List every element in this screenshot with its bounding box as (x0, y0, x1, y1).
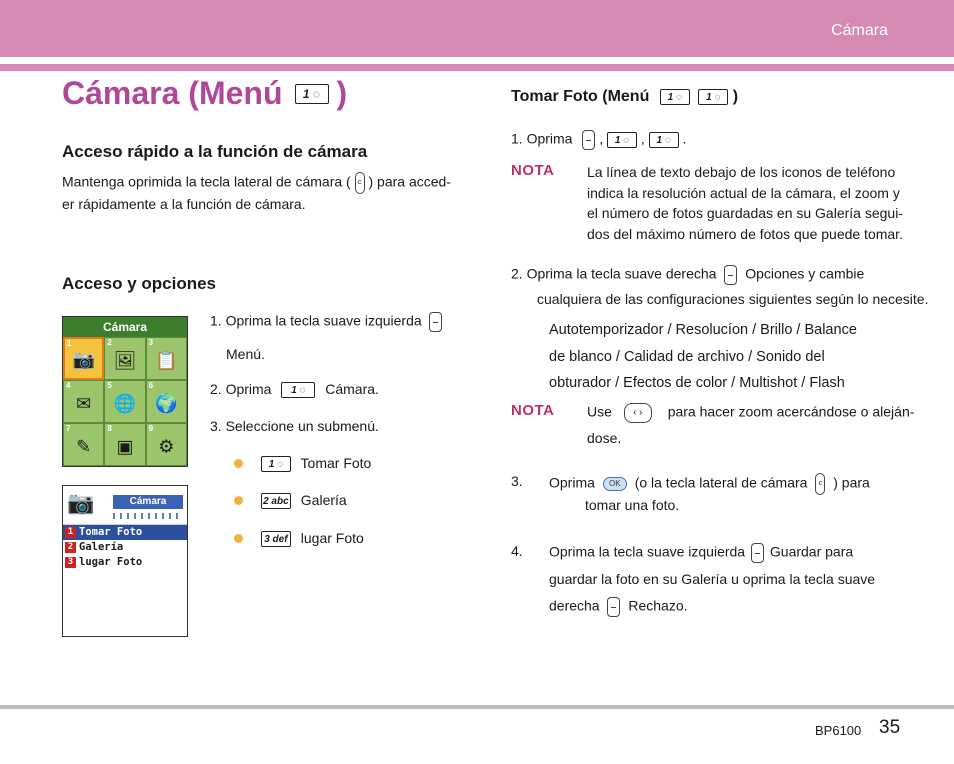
key-1-icon: 1 ◌ (607, 132, 637, 148)
photo-step4-line3 (549, 597, 688, 617)
options-line: obturador / Efectos de color / Multishot / Flash (549, 375, 845, 391)
grid-cell (146, 380, 187, 423)
submenu-label: Galería (300, 492, 347, 508)
menu-label: Tomar Foto (79, 526, 143, 538)
photo-step4-text-a: Oprima la tecla suave izquierda (549, 543, 746, 560)
key-2-icon: 2 abc (261, 493, 291, 509)
camera-side-key-icon: c (815, 473, 825, 495)
left-soft-key-icon (751, 543, 764, 563)
phone-screen-menu-grid (62, 316, 188, 467)
bullet-icon (234, 459, 243, 468)
cell-number: 3 (148, 338, 154, 347)
key-1-icon: 1 ◌ (295, 84, 329, 104)
photo-step3-number: 3. (511, 473, 523, 489)
camera-icon: 📷 (72, 349, 95, 370)
menu-number: 3 (65, 557, 76, 568)
header-band (0, 0, 954, 57)
phone-screen-submenu (62, 485, 188, 637)
menu-label: lugar Foto (79, 556, 143, 568)
gallery-icon: 🖼 (113, 350, 137, 371)
globe-icon: 🌐 (113, 393, 137, 414)
model-name: BP6100 (815, 723, 862, 738)
bullet-icon (234, 496, 243, 505)
bullet-icon (234, 534, 243, 543)
menu-label: Galería (79, 541, 124, 553)
photo-step4-text-d: derecha (549, 597, 600, 614)
grid-cell (104, 423, 145, 466)
key-1-icon: 1 ◌ (660, 89, 690, 105)
submenu-item (234, 455, 371, 472)
key-3-icon: 3 def (261, 531, 291, 547)
left-soft-key-icon (582, 130, 595, 150)
grid-cell-camera (63, 337, 104, 380)
note-zoom (587, 403, 914, 423)
key-1-icon: 1 ◌ (698, 89, 728, 105)
note-label: NOTA (511, 402, 555, 419)
photo-step2 (511, 265, 864, 285)
cell-number: 5 (107, 381, 112, 390)
photo-step1: 1. Oprima , 1 ◌ , 1 ◌ . (511, 130, 686, 150)
tools-icon: ⚙ (158, 436, 175, 457)
access-step2-label: Cámara. (325, 381, 379, 397)
section-name: Cámara (831, 22, 888, 39)
access-step1 (210, 312, 442, 332)
footer-rule (0, 705, 954, 709)
grid-cell (146, 337, 187, 380)
note-zoom-text-b: para hacer zoom acercándose o aleján- (667, 403, 915, 420)
menu-number: 1 (65, 527, 76, 538)
note-zoom-line2: dose. (587, 430, 622, 446)
key-1-icon: 1 ◌ (281, 382, 315, 398)
cell-number: 4 (66, 381, 71, 390)
key-1-icon: 1 ◌ (261, 456, 291, 472)
cell-number: 6 (148, 381, 154, 390)
camera-side-key-icon: c (355, 172, 365, 194)
pencil-icon: ✎ (76, 436, 92, 457)
note-line: La línea de texto debajo de los iconos de teléfono (587, 164, 896, 180)
page-number: 35 (879, 717, 901, 738)
menu-number: 2 (65, 542, 76, 553)
submenu-label: lugar Foto (300, 530, 364, 546)
screen-header (63, 486, 187, 525)
photo-step4-text-e: Rechazo. (628, 597, 688, 614)
grid-cell (104, 380, 145, 423)
cell-number: 8 (107, 424, 112, 433)
right-soft-key-icon (607, 597, 620, 617)
photo-step2-options: Opciones y cambie (745, 265, 865, 282)
cell-number: 9 (148, 424, 154, 433)
cell-number: 7 (66, 424, 71, 433)
photo-step3-text-a: Oprima (549, 474, 595, 491)
note-line: el número de fotos guardadas en su Galería segui- (587, 205, 903, 221)
notes-icon: 📋 (155, 350, 178, 371)
screen-title: Cámara (63, 317, 187, 337)
photo-step4-text-b: Guardar para (769, 543, 854, 560)
photo-step2-line2: cualquiera de las configuraciones siguientes según lo necesite. (537, 291, 929, 307)
submenu-row (63, 555, 187, 570)
quick-access-heading: Acceso rápido a la función de cámara (62, 142, 368, 161)
access-step3: 3. Seleccione un submenú. (210, 418, 379, 434)
page-title-text: Cámara (Menú (62, 75, 283, 111)
photo-step3-text-b: (o la tecla lateral de cámara (634, 474, 808, 491)
take-photo-heading-text: Tomar Foto (Menú (511, 88, 650, 105)
key-1-icon: 1 ◌ (649, 132, 679, 148)
note-zoom-text-a: Use (587, 403, 612, 420)
quick-access-text-b: ) para acced- (368, 173, 451, 190)
right-soft-key-icon (724, 265, 737, 285)
left-soft-key-icon (429, 312, 442, 332)
access-options-heading: Acceso y opciones (62, 274, 217, 293)
photo-step4 (549, 543, 853, 563)
options-list (549, 317, 857, 397)
submenu-item (234, 530, 364, 547)
ok-key-icon: OK (603, 477, 627, 491)
note-label: NOTA (511, 162, 555, 179)
screen-title: Cámara (113, 495, 183, 509)
photo-step4-number: 4. (511, 543, 523, 559)
camera-icon: 📷 (67, 490, 95, 515)
cell-number: 1 (67, 339, 72, 348)
access-step2 (210, 381, 379, 398)
access-step1-menu: Menú. (226, 346, 265, 362)
photo-step3 (549, 473, 870, 495)
header-rule (0, 64, 954, 71)
quick-access-line2: er rápidamente a la función de cámara. (62, 196, 306, 212)
submenu-label: Tomar Foto (300, 455, 372, 471)
page-title (62, 75, 347, 112)
grid-cell (104, 337, 145, 380)
cube-icon: ▣ (116, 436, 134, 457)
cell-number: 2 (107, 338, 112, 347)
photo-step4-line2: guardar la foto en su Galería u oprima la tecla suave (549, 571, 876, 587)
submenu-item (234, 492, 347, 509)
scroll-indicator (113, 513, 183, 519)
page-title-suffix: ) (336, 75, 348, 111)
grid-cell (63, 380, 104, 423)
photo-step3-line2: tomar una foto. (585, 497, 680, 513)
note-text (587, 162, 903, 244)
grid-cell (63, 423, 104, 466)
photo-step3-text-c: ) para (833, 474, 870, 491)
access-step2-text: 2. Oprima (210, 381, 272, 397)
options-line: de blanco / Calidad de archivo / Sonido del (549, 348, 825, 365)
access-step1-text: 1. Oprima la tecla suave izquierda (210, 312, 422, 329)
photo-step2-text: 2. Oprima la tecla suave derecha (511, 265, 717, 282)
photo-step1-text: 1. Oprima (511, 130, 573, 147)
quick-access-line1 (62, 172, 451, 194)
submenu-row-selected (63, 525, 187, 540)
world-icon: 🌍 (155, 393, 178, 414)
options-line: Autotemporizador / Resolucíon / Brillo / Balance (549, 322, 857, 338)
note-line: indica la resolución actual de la cámara, el zoom y (587, 184, 900, 201)
quick-access-text-a: Mantenga oprimida la tecla lateral de cámara ( (62, 173, 351, 190)
take-photo-heading-suffix: ) (732, 88, 739, 105)
grid-cell (146, 423, 187, 466)
note-line: dos del máximo número de fotos que puede tomar. (587, 225, 903, 242)
menu-grid (63, 337, 187, 466)
take-photo-heading (511, 88, 738, 106)
mail-icon: ✉ (76, 393, 92, 414)
nav-key-icon: ‹ › (624, 403, 652, 423)
submenu-row (63, 540, 187, 555)
